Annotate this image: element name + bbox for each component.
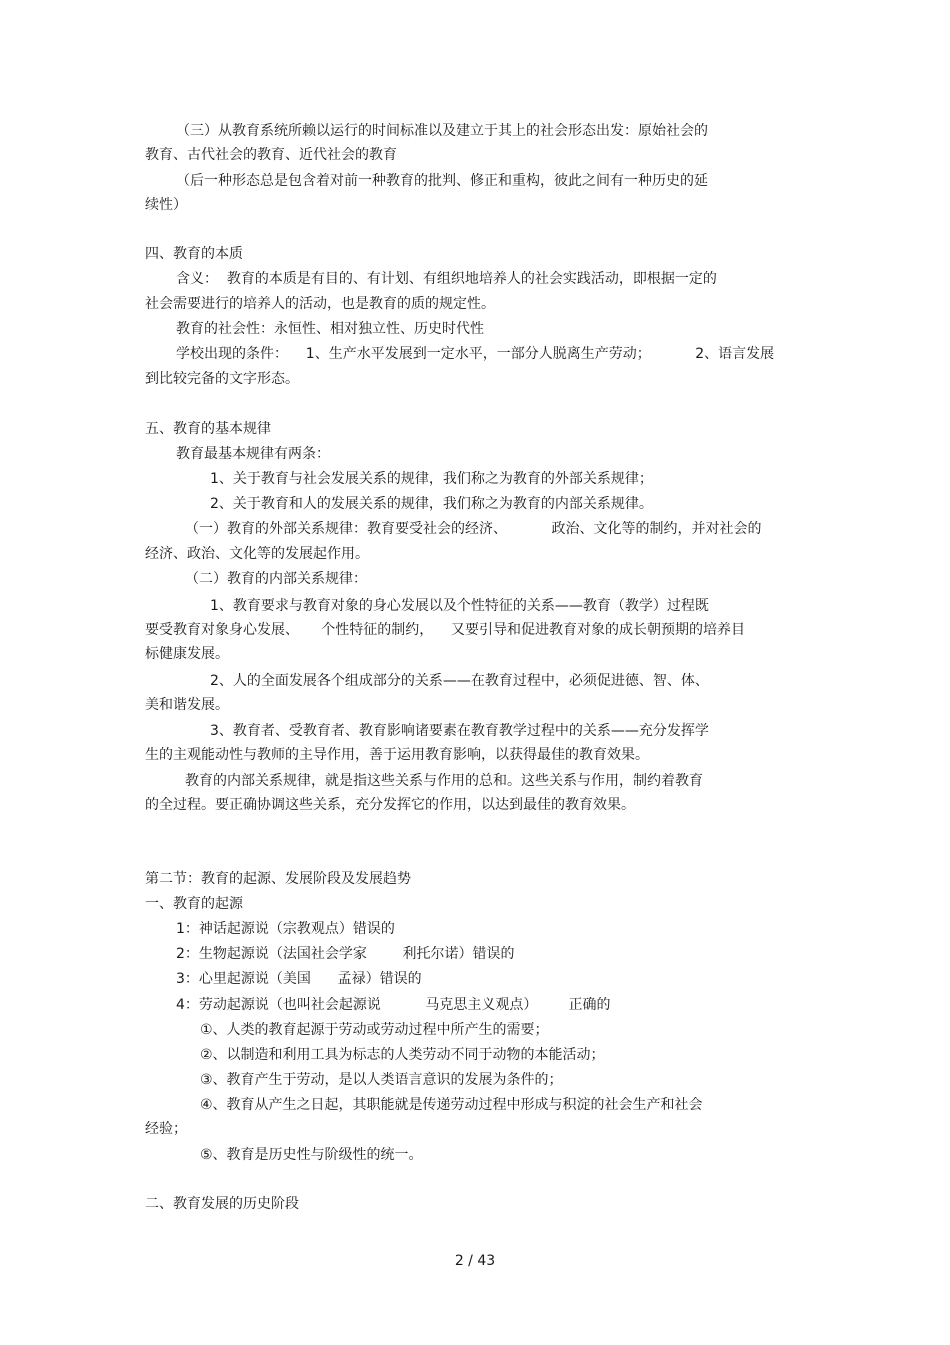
text-line: 经验； — [145, 1121, 187, 1137]
text-line: 社会需要进行的培养人的活动，也是教育的质的规定性。 — [145, 296, 495, 312]
section-heading: 四、教育的本质 — [145, 246, 243, 262]
text-line: （三）从教育系统所赖以运行的时间标准以及建立于其上的社会形态出发：原始社会的 — [176, 123, 708, 139]
text-line: ①、人类的教育起源于劳动或劳动过程中所产生的需要； — [200, 1022, 549, 1038]
section-heading: 二、教育发展的历史阶段 — [145, 1196, 299, 1212]
text-line: ②、以制造和利用工具为标志的人类劳动不同于动物的本能活动； — [200, 1047, 605, 1063]
text-line: 2：生物起源说（法国社会学家 利托尔诺）错误的 — [176, 946, 515, 962]
text-line: （二）教育的内部关系规律： — [185, 571, 367, 587]
text-line: ③、教育产生于劳动，是以人类语言意识的发展为条件的； — [200, 1072, 563, 1088]
text-line: 教育的社会性：永恒性、相对独立性、历史时代性 — [176, 321, 484, 337]
section-heading: 一、教育的起源 — [145, 896, 243, 912]
text-line: 4：劳动起源说（也叫社会起源说 马克思主义观点） 正确的 — [176, 997, 611, 1013]
text-line: 教育的内部关系规律，就是指这些关系与作用的总和。这些关系与作用，制约着教育 — [185, 773, 703, 789]
text-line: ⑤、教育是历史性与阶级性的统一。 — [200, 1147, 423, 1163]
text-line: 3：心里起源说（美国 孟禄）错误的 — [176, 971, 422, 987]
text-line: 教育、古代社会的教育、近代社会的教育 — [145, 147, 397, 163]
text-line: 标健康发展。 — [145, 646, 229, 662]
text-line: 生的主观能动性与教师的主导作用，善于运用教育影响，以获得最佳的教育效果。 — [145, 747, 649, 763]
text-line: 1、关于教育与社会发展关系的规律，我们称之为教育的外部关系规律； — [210, 471, 653, 487]
text-line: 含义： 教育的本质是有目的、有计划、有组织地培养人的社会实践活动，即根据一定的 — [176, 271, 717, 287]
section-heading: 五、教育的基本规律 — [145, 421, 271, 437]
text-line: 美和谐发展。 — [145, 697, 229, 713]
text-line: 的全过程。要正确协调这些关系，充分发挥它的作用，以达到最佳的教育效果。 — [145, 797, 635, 813]
text-line: 到比较完备的文字形态。 — [145, 371, 299, 387]
text-line: 2、人的全面发展各个组成部分的关系——在教育过程中，必须促进德、智、体、 — [210, 673, 709, 689]
text-line: 续性） — [145, 197, 187, 213]
text-line: （一）教育的外部关系规律：教育要受社会的经济、 政治、文化等的制约，并对社会的 — [185, 521, 762, 537]
section-heading: 第二节：教育的起源、发展阶段及发展趋势 — [145, 871, 411, 887]
text-line: 学校出现的条件： 1、生产水平发展到一定水平，一部分人脱离生产劳动； 2、语言发展 — [176, 346, 775, 362]
text-line: ④、教育从产生之日起，其职能就是传递劳动过程中形成与积淀的社会生产和社会 — [200, 1097, 703, 1113]
text-line: 1：神话起源说（宗教观点）错误的 — [176, 921, 395, 937]
page-number: 2 / 43 — [454, 1253, 496, 1269]
text-line: 1、教育要求与教育对象的身心发展以及个性特征的关系——教育（教学）过程既 — [210, 598, 709, 614]
text-line: （后一种形态总是包含着对前一种教育的批判、修正和重构，彼此之间有一种历史的延 — [176, 173, 708, 189]
text-line: 经济、政治、文化等的发展起作用。 — [145, 546, 369, 562]
text-line: 3、教育者、受教育者、教育影响诸要素在教育教学过程中的关系——充分发挥学 — [210, 723, 709, 739]
text-line: 教育最基本规律有两条： — [176, 446, 330, 462]
text-line: 要受教育对象身心发展、 个性特征的制约， 又要引导和促进教育对象的成长朝预期的培养目 — [145, 622, 746, 638]
text-line: 2、关于教育和人的发展关系的规律，我们称之为教育的内部关系规律。 — [210, 496, 653, 512]
